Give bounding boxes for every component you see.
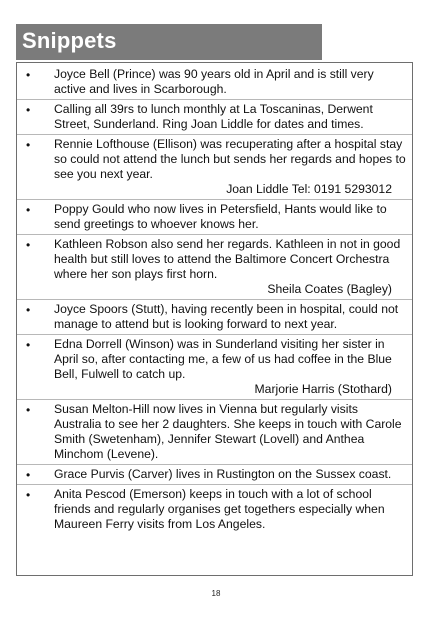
item-text: Rennie Lofthouse (Ellison) was recuperating after a hospital stay so could not attend the lunch but sends her regards and hopes to see you next year. — [54, 137, 406, 181]
list-item — [17, 199, 412, 234]
snippets-list — [17, 67, 412, 534]
bullet-icon: • — [26, 68, 31, 82]
item-text: Calling all 39rs to lunch monthly at La Toscaninas, Derwent Street, Sunderland. Ring Joan Liddle for dates and times. — [54, 102, 373, 131]
list-item — [17, 484, 412, 534]
bullet-icon: • — [26, 238, 31, 252]
item-signature: Sheila Coates (Bagley) — [267, 282, 392, 296]
snippets-box — [16, 62, 413, 576]
item-text: Poppy Gould who now lives in Petersfield, Hants would like to send greetings to whoever knows her. — [54, 202, 387, 231]
bullet-icon: • — [26, 103, 31, 117]
list-item — [17, 334, 412, 399]
list-item — [17, 67, 412, 99]
bullet-icon: • — [26, 303, 31, 317]
section-header — [16, 24, 322, 60]
item-text: Susan Melton-Hill now lives in Vienna but regularly visits Australia to see her 2 daughters. She keeps in touch with Carole Smith (Swetenham), Jennifer Stewart (Lovell) and Anthea Minchom (Levene). — [54, 402, 402, 461]
list-item — [17, 234, 412, 299]
list-item — [17, 299, 412, 334]
item-text: Kathleen Robson also send her regards. Kathleen in not in good health but still loves to attend the Baltimore Concert Orchestra where her son plays first horn. — [54, 237, 401, 281]
bullet-icon: • — [26, 403, 31, 417]
item-text: Grace Purvis (Carver) lives in Rustington on the Sussex coast. — [54, 467, 392, 481]
list-item — [17, 134, 412, 199]
item-text: Edna Dorrell (Winson) was in Sunderland visiting her sister in April so, after contacting me, a few of us had coffee in the Blue Bell, Fulwell to catch up. — [54, 337, 392, 381]
list-item — [17, 99, 412, 134]
bullet-icon: • — [26, 468, 31, 482]
bullet-icon: • — [26, 203, 31, 217]
bullet-icon: • — [26, 488, 31, 502]
page-title: Snippets — [22, 28, 117, 53]
bullet-icon: • — [26, 338, 31, 352]
list-item — [17, 399, 412, 464]
item-signature: Joan Liddle Tel: 0191 5293012 — [226, 182, 392, 196]
bullet-icon: • — [26, 138, 31, 152]
page-number: 18 — [211, 589, 221, 598]
item-text: Joyce Bell (Prince) was 90 years old in April and is still very active and lives in Scarborough. — [54, 67, 374, 96]
item-text: Joyce Spoors (Stutt), having recently been in hospital, could not manage to attend but is looking forward to next year. — [54, 302, 399, 331]
list-item — [17, 464, 412, 484]
item-text: Anita Pescod (Emerson) keeps in touch with a lot of school friends and regularly organises get togethers especially when Maureen Ferry visits from Los Angeles. — [54, 487, 385, 531]
item-signature: Marjorie Harris (Stothard) — [254, 382, 392, 396]
